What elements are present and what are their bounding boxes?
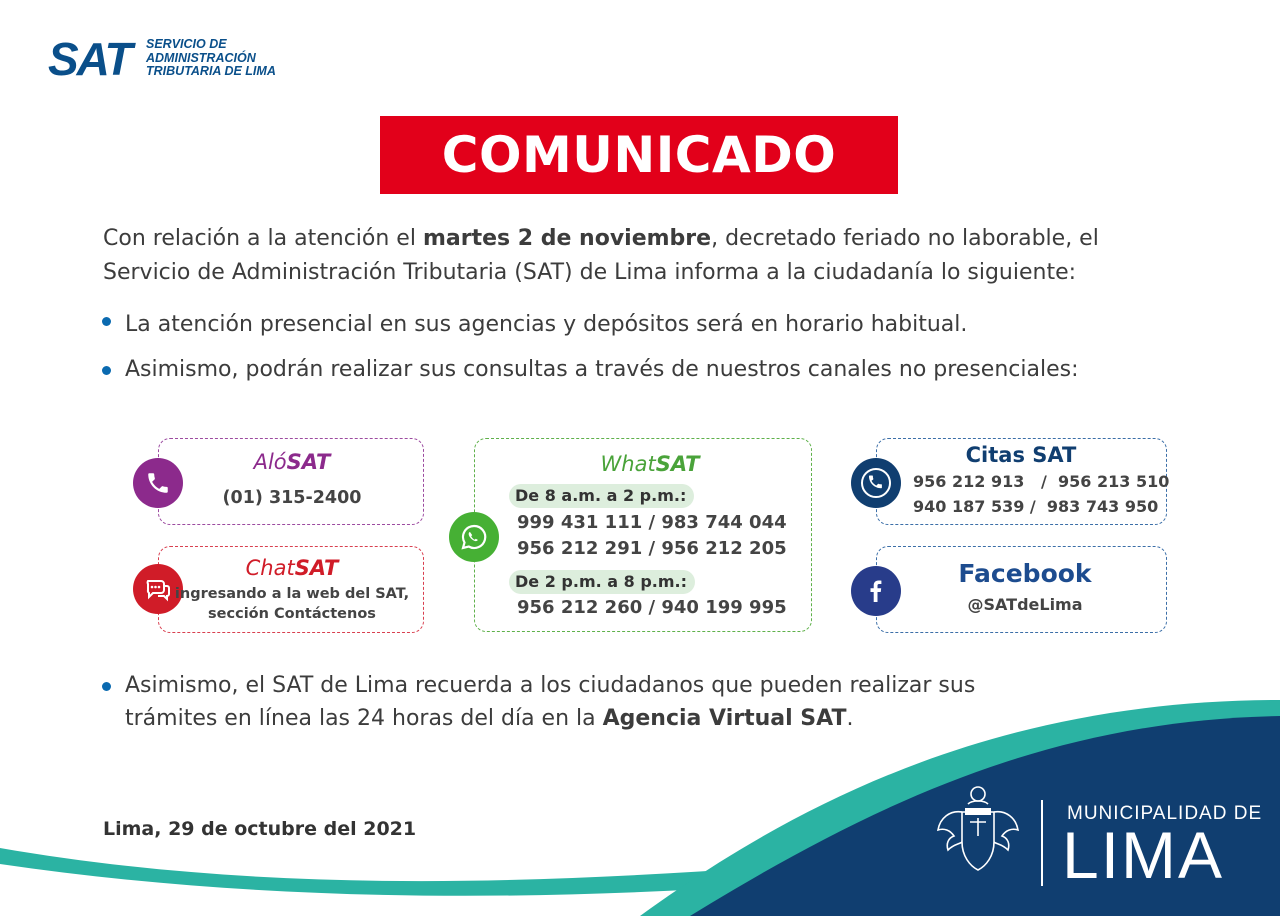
bullet-virtual-agency — [125, 669, 985, 735]
intro-text: Con relación a la atención el — [103, 226, 423, 251]
citas-number-line: 940 187 539 / 983 743 950 — [913, 497, 1159, 516]
whatsapp-sat-title — [540, 452, 760, 476]
sat-logo-subtitle — [146, 38, 276, 79]
facebook-handle: @SATdeLima — [967, 595, 1083, 614]
phone-icon — [851, 458, 901, 508]
footer-divider — [1041, 800, 1043, 886]
alo-sat-title-a: Aló — [253, 450, 287, 474]
whatsapp-number-line: 999 431 111 / 983 744 044 — [517, 512, 787, 533]
chat-sat-title-b: SAT — [294, 556, 339, 580]
chat-sat-text: ingresando a la web del SAT, sección Contáctenos — [174, 586, 410, 622]
chat-sat-title-a: Chat — [245, 556, 295, 580]
page-title: COMUNICADO — [380, 116, 898, 194]
bullet-remote-channels: Asimismo, podrán realizar sus consultas a través de nuestros canales no presenciales: — [125, 357, 1079, 382]
whatsapp-sat-title-b: SAT — [655, 452, 700, 476]
bullet-in-person: La atención presencial en sus agencias y depósitos será en horario habitual. — [125, 312, 968, 337]
sat-logo-subtitle-line: ADMINISTRACIÓN — [146, 50, 256, 65]
alo-sat-title — [170, 450, 414, 474]
municipality-city: LIMA — [1062, 818, 1225, 892]
bullet-dot — [102, 317, 111, 326]
whatsapp-time-slot-morning: De 8 a.m. a 2 p.m.: — [509, 484, 694, 508]
bullet-text: . — [846, 706, 854, 731]
facebook-icon — [851, 566, 901, 616]
bullet-dot — [102, 682, 111, 691]
issue-date: Lima, 29 de octubre del 2021 — [103, 818, 417, 840]
sat-logo: SAT — [48, 33, 131, 85]
bullet-text: Asimismo, el SAT de Lima recuerda a los ciudadanos que pueden realizar sus trámites en línea las 24 horas del día en la — [125, 673, 976, 731]
chat-sat-title — [170, 556, 414, 580]
virtual-agency-name: Agencia Virtual SAT — [602, 706, 847, 731]
facebook-title: Facebook — [958, 559, 1092, 588]
alo-sat-phone: (01) 315-2400 — [222, 488, 362, 508]
whatsapp-number-line: 956 212 291 / 956 212 205 — [517, 538, 787, 559]
intro-paragraph — [103, 222, 1183, 290]
bullet-dot — [102, 366, 111, 375]
intro-bold-date: martes 2 de noviembre — [422, 226, 712, 251]
municipality-label: MUNICIPALIDAD DE — [1067, 803, 1263, 824]
whatsapp-sat-title-a: What — [600, 452, 656, 476]
citas-sat-title: Citas SAT — [965, 443, 1077, 467]
intro-text: , decretado feriado no laborable, el Servicio de Administración Tributaria (SAT) de Lima informa a la ciudadanía lo siguiente: — [103, 226, 1099, 285]
whatsapp-number-line: 956 212 260 / 940 199 995 — [517, 597, 787, 618]
sat-logo-subtitle-line: TRIBUTARIA DE LIMA — [146, 64, 276, 78]
citas-number-line: 956 212 913 / 956 213 510 — [913, 472, 1170, 491]
whatsapp-time-slot-afternoon: De 2 p.m. a 8 p.m.: — [509, 570, 695, 594]
alo-sat-title-b: SAT — [286, 450, 331, 474]
whatsapp-icon — [449, 512, 499, 562]
lima-crest-icon — [932, 782, 1024, 886]
sat-logo-subtitle-line: SERVICIO DE — [146, 37, 227, 51]
